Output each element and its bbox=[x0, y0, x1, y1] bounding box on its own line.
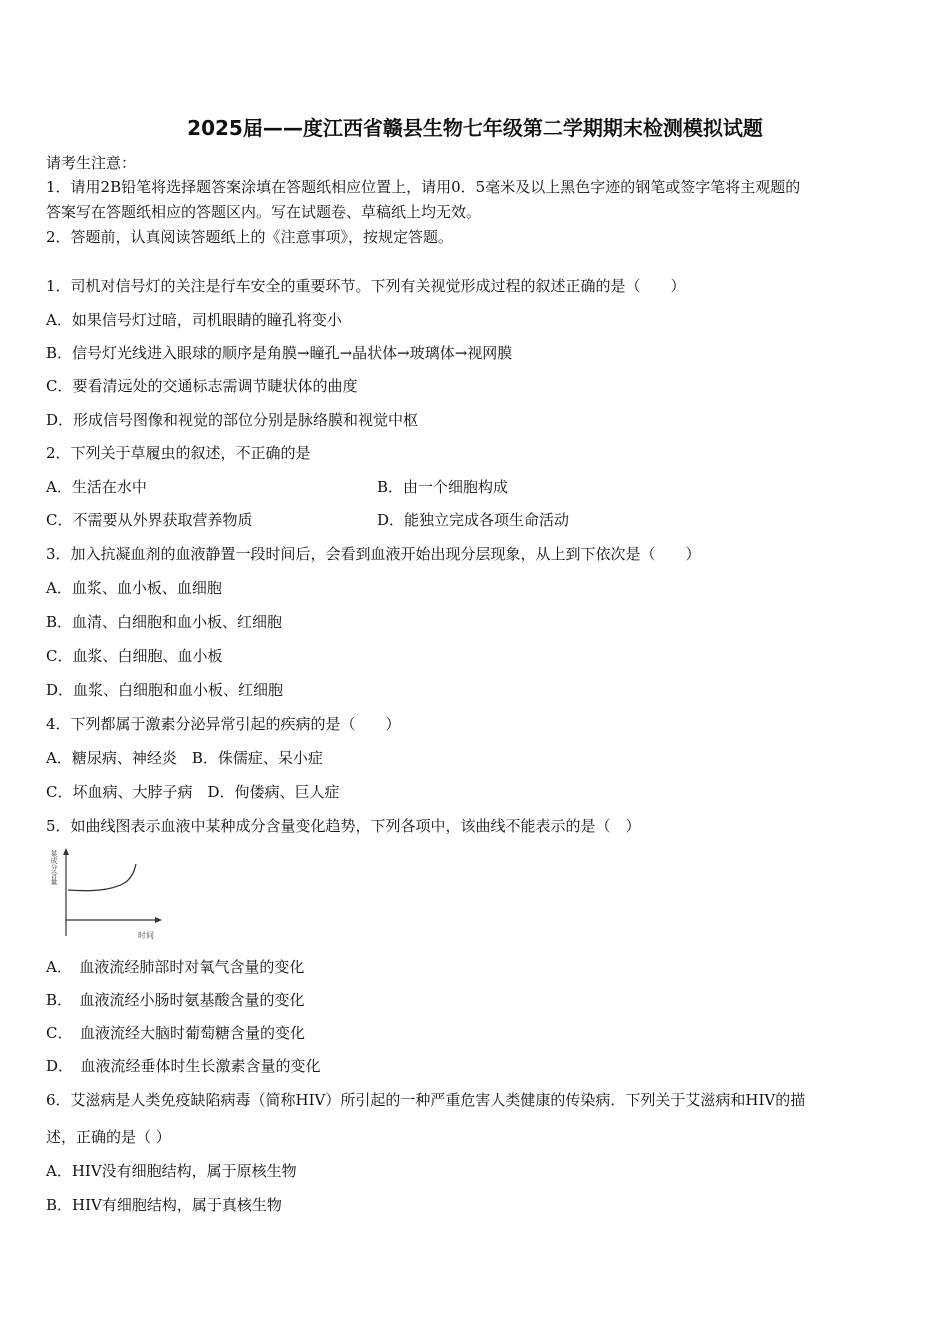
q5-option-d: D． 血液流经垂体时生长激素含量的变化 bbox=[46, 1057, 321, 1075]
notice-line-1b: 答案写在答题纸相应的答题区内。写在试题卷、草稿纸上均无效。 bbox=[46, 203, 482, 221]
q6-option-b: B．HIV有细胞结构，属于真核生物 bbox=[46, 1196, 282, 1214]
q2-option-c: C．不需要从外界获取营养物质 bbox=[46, 511, 253, 529]
q3-stem: 3．加入抗凝血剂的血液静置一段时间后，会看到血液开始出现分层现象，从上到下依次是（ ） bbox=[46, 545, 701, 563]
q3-option-b: B．血清、白细胞和血小板、红细胞 bbox=[46, 613, 283, 631]
x-axis-label: 时间 bbox=[138, 931, 154, 940]
q3-option-d: D．血浆、白细胞和血小板、红细胞 bbox=[46, 681, 284, 699]
q4-stem: 4．下列都属于激素分泌异常引起的疾病的是（ ） bbox=[46, 715, 401, 733]
q2-option-a: A．生活在水中 bbox=[46, 478, 147, 496]
q5-stem: 5．如曲线图表示血液中某种成分含量变化趋势，下列各项中，该曲线不能表示的是（ ） bbox=[46, 817, 641, 835]
q3-option-a: A．血浆、血小板、血细胞 bbox=[46, 579, 222, 597]
notice-line-1a: 1．请用2B铅笔将选择题答案涂填在答题纸相应位置上，请用0．5毫米及以上黑色字迹的钢笔或签字笔将主观题的 bbox=[46, 178, 801, 196]
notice-line-2: 2．答题前，认真阅读答题纸上的《注意事项》，按规定答题。 bbox=[46, 228, 454, 246]
q1-option-c: C．要看清远处的交通标志需调节睫状体的曲度 bbox=[46, 377, 358, 395]
q5-option-b: B． 血液流经小肠时氨基酸含量的变化 bbox=[46, 991, 305, 1009]
q2-option-b: B．由一个细胞构成 bbox=[377, 478, 509, 496]
page-title: 2025届——度江西省赣县生物七年级第二学期期末检测模拟试题 bbox=[187, 116, 763, 140]
x-axis-arrow bbox=[155, 917, 162, 923]
q6-stem-1: 6．艾滋病是人类免疫缺陷病毒（简称HIV）所引起的一种严重危害人类健康的传染病．下列关于艾滋病和HIV的描 bbox=[46, 1091, 806, 1109]
notice-heading: 请考生注意： bbox=[46, 154, 137, 172]
y-axis-label: 某成分含量 bbox=[50, 850, 58, 885]
q5-curve-chart bbox=[44, 846, 164, 942]
trend-curve bbox=[68, 864, 136, 891]
y-axis-arrow bbox=[63, 848, 69, 855]
q1-option-d: D．形成信号图像和视觉的部位分别是脉络膜和视觉中枢 bbox=[46, 411, 419, 429]
q1-stem: 1．司机对信号灯的关注是行车安全的重要环节。下列有关视觉形成过程的叙述正确的是（ ） bbox=[46, 277, 686, 295]
q6-option-a: A．HIV没有细胞结构，属于原核生物 bbox=[46, 1162, 297, 1180]
q5-option-c: C． 血液流经大脑时葡萄糖含量的变化 bbox=[46, 1024, 305, 1042]
q1-option-b: B．信号灯光线进入眼球的顺序是角膜→瞳孔→晶状体→玻璃体→视网膜 bbox=[46, 344, 513, 362]
q1-option-a: A．如果信号灯过暗，司机眼睛的瞳孔将变小 bbox=[46, 311, 342, 329]
q2-option-d: D．能独立完成各项生命活动 bbox=[377, 511, 570, 529]
q4-options-ab: A．糖尿病、神经炎 B．侏儒症、呆小症 bbox=[46, 749, 323, 767]
q3-option-c: C．血浆、白细胞、血小板 bbox=[46, 647, 223, 665]
q4-options-cd: C．坏血病、大脖子病 D．佝偻病、巨人症 bbox=[46, 783, 340, 801]
q6-stem-2: 述，正确的是（ ） bbox=[46, 1128, 171, 1146]
q2-stem: 2．下列关于草履虫的叙述，不正确的是 bbox=[46, 444, 311, 462]
q5-option-a: A． 血液流经肺部时对氧气含量的变化 bbox=[46, 958, 305, 976]
